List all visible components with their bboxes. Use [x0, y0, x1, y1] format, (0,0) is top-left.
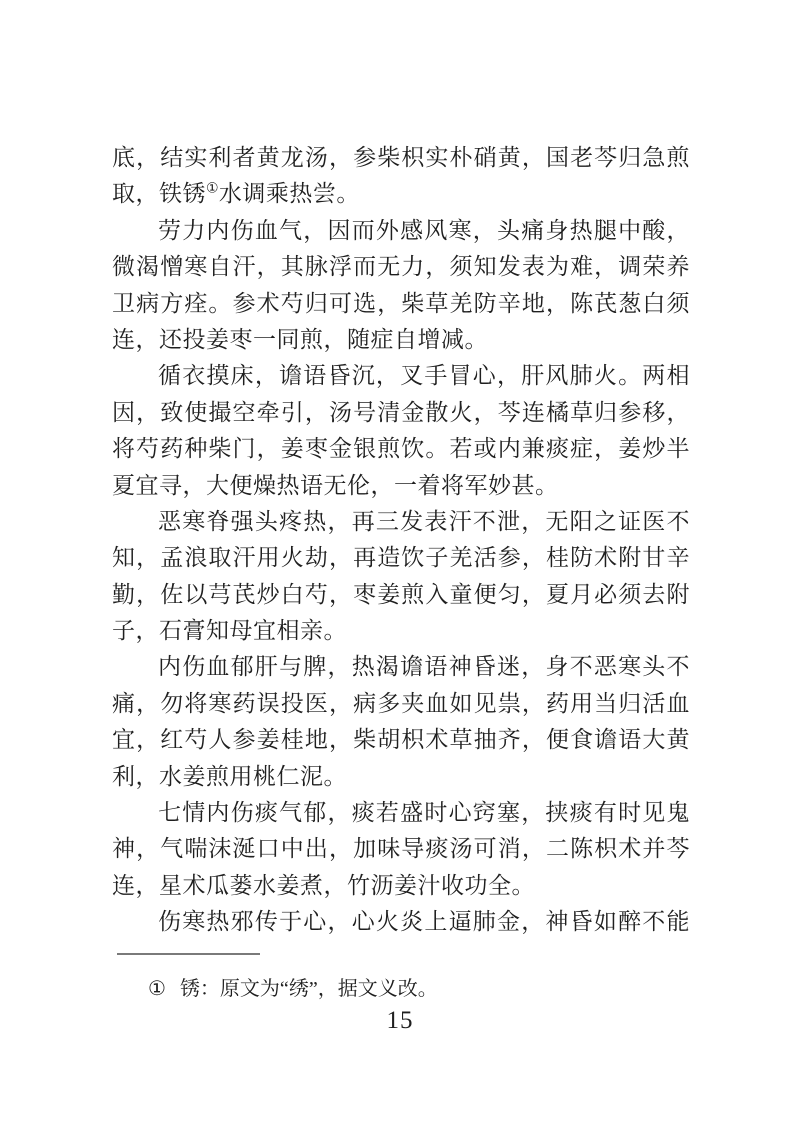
text-line: 连，星术瓜蒌水姜煮，竹沥姜汁收功全。 — [112, 872, 535, 898]
page-number: 15 — [386, 1007, 414, 1034]
footnote — [148, 974, 688, 1004]
text-line: 内伤血郁肝与脾，热渴谵语神昏迷，身不恶寒头不 — [158, 654, 690, 680]
text-line: 卫病方痊。参术芍归可选，柴草羌防辛地，陈芪葱白须 — [112, 290, 690, 316]
footnote-text: 锈：原文为“绣”，据文义改。 — [179, 978, 438, 1000]
text-line: 痛，勿将寒药误投医，病多夹血如见祟，药用当归活血 — [112, 690, 690, 716]
text-line: 连，还投姜枣一同煎，随症自增减。 — [112, 326, 488, 352]
text-line: 因，致使撮空牵引，汤号清金散火，芩连橘草归参移， — [112, 399, 690, 425]
footnote-ref-icon: ① — [206, 180, 219, 196]
text-line: 循衣摸床，谵语昏沉，叉手冒心，肝风肺火。两相 — [158, 363, 690, 389]
footnote-divider — [117, 953, 260, 955]
text-line: 微渴憎寒自汗，其脉浮而无力，须知发表为难，调荣养 — [112, 254, 690, 280]
text-line: 宜，红芍人参姜桂地，柴胡枳术草抽齐，便食谵语大黄 — [112, 727, 690, 753]
text-line: 劳力内伤血气，因而外感风寒，头痛身热腿中酸， — [158, 217, 690, 243]
text-line: 恶寒脊强头疼热，再三发表汗不泄，无阳之证医不 — [158, 508, 690, 534]
text-line: 勤，佐以芎芪炒白芍，枣姜煎入童便匀，夏月必须去附 — [112, 581, 690, 607]
body-text — [112, 140, 690, 941]
text-line — [112, 176, 690, 212]
footnote-marker: ① — [148, 978, 166, 1000]
text-line: 夏宜寻，大便燥热语无伦，一着将军妙甚。 — [112, 472, 559, 498]
text-line: 伤寒热邪传于心，心火炎上逼肺金，神昏如醉不能 — [158, 909, 690, 935]
text-segment: 取，铁锈 — [112, 181, 206, 207]
text-segment: 水调乘热尝。 — [218, 181, 360, 207]
text-line: 将芍药种柴门，姜枣金银煎饮。若或内兼痰症，姜炒半 — [112, 436, 690, 462]
text-line: 知，孟浪取汗用火劫，再造饮子羌活参，桂防术附甘辛 — [112, 545, 690, 571]
text-line: 底，结实利者黄龙汤，参柴枳实朴硝黄，国老芩归急煎 — [112, 145, 690, 170]
text-line: 七情内伤痰气郁，痰若盛时心窍塞，挟痰有时见鬼 — [158, 800, 690, 826]
text-line: 子，石膏知母宜相亲。 — [112, 618, 347, 644]
text-line: 利，水姜煎用桃仁泥。 — [112, 763, 347, 789]
text-line: 神，气喘沫涎口中出，加味导痰汤可消，二陈枳术并芩 — [112, 836, 690, 862]
